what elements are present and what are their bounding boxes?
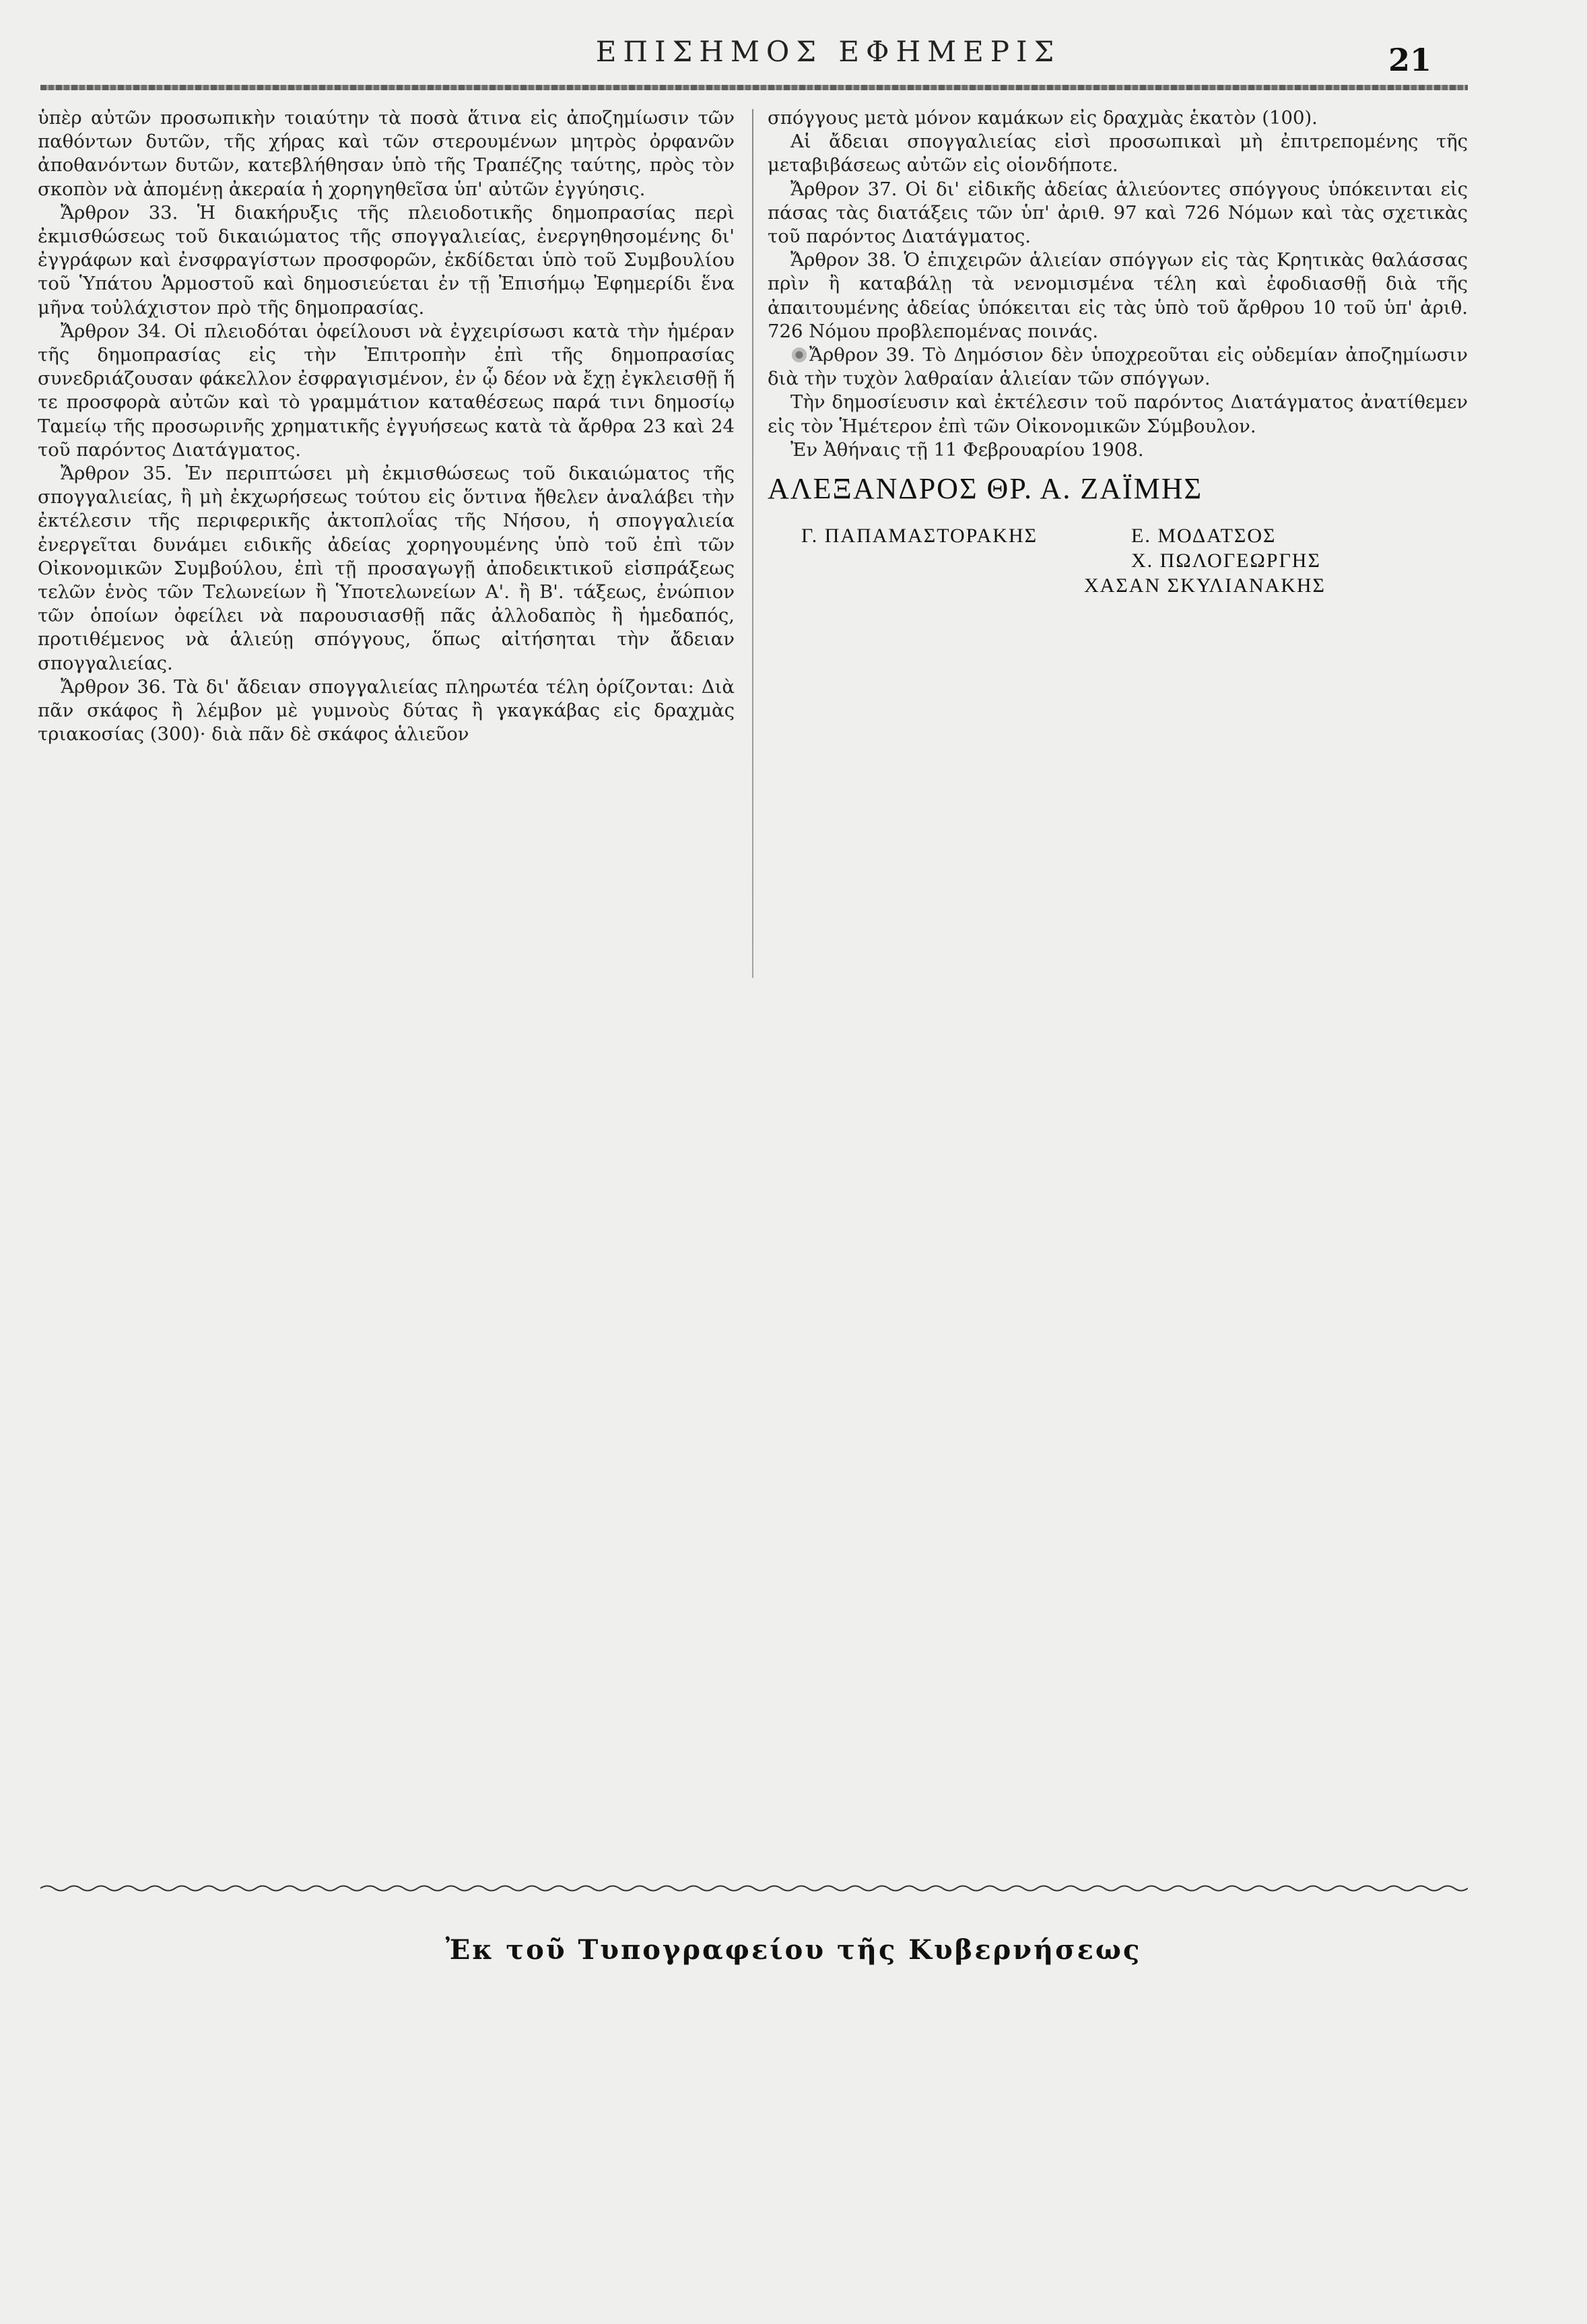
article-38: Ἄρθρον 38. Ὁ ἐπιχειρῶν ἁλιείαν σπόγγων εἰς τὰς Κρητικὰς θαλάσσας πρὶν ἢ καταβάλῃ τὰ νενομισμένα τέλη καὶ ἐφοδιασθῇ διὰ τῆς ἀπαιτουμένης ἀδείας ὑπόκειται εἰς τὰς ὑπὸ τοῦ ἄρθρου 10 τοῦ ὑπ' ἀριθ. 726 Νόμου προβλεπομένας ποινάς. [768, 249, 1468, 342]
stamp-icon [790, 346, 808, 364]
signatory: ΧΑΣΑΝ ΣΚΥΛΙΑΝΑΚΗΣ [1084, 574, 1326, 597]
paragraph: Τὴν δημοσίευσιν καὶ ἐκτέλεσιν τοῦ παρόντος Διατάγματος ἀνατίθεμεν εἰς τὸν Ἡμέτερον ἐπὶ τῶν Οἰκονομικῶν Σύμβουλον. [768, 391, 1468, 437]
printer-imprint: Ἐκ τοῦ Τυπογραφείου τῆς Κυβερνήσεως [445, 1934, 1142, 1966]
column-divider [752, 109, 753, 978]
article-34: Ἄρθρον 34. Οἱ πλειοδόται ὀφείλουσι νὰ ἐγχειρίσωσι κατὰ τὴν ἡμέραν τῆς δημοπρασίας εἰς τὴν Ἐπιτροπὴν ἐπὶ τῆς δημοπρασίας συνεδριάζουσαν φάκελλον ἐσφραγισμένον, ἐν ᾧ δέον νὰ ἔχῃ ἐγκλεισθῇ ἥ τε προσφορὰ αὐτῶν καὶ τὸ γραμμάτιον καταθέσεως παρά τινι δημοσίῳ Ταμείῳ τῆς προσωρινῆς χρηματικῆς ἐγγυήσεως κατὰ τὰ ἄρθρα 23 καὶ 24 τοῦ παρόντος Διατάγματος. [38, 320, 735, 461]
footer-rule [40, 1882, 1468, 1894]
left-column [38, 106, 735, 746]
article-36: Ἄρθρον 36. Τὰ δι' ἄδειαν σπογγαλιείας πληρωτέα τέλη ὁρίζονται: Διὰ πᾶν σκάφος ἢ λέμβον μὲ γυμνοὺς δύτας ἢ γκαγκάβας εἰς δραχμὰς τριακοσίας (300)· διὰ πᾶν δὲ σκάφος ἁλιεῦον [38, 675, 735, 745]
signatory: Γ. ΠΑΠΑΜΑΣΤΟΡΑΚΗΣ [801, 525, 1038, 547]
paragraph: ὑπὲρ αὐτῶν προσωπικὴν τοιαύτην τὰ ποσὰ ἅτινα εἰς ἀποζημίωσιν τῶν παθόντων δυτῶν, τῆς χήρας καὶ τῶν στερουμένων μητρὸς ὀρφανῶν ἀποθανόντων δυτῶν, κατεβλήθησαν ὑπὸ τῆς Τραπέζης ταύτης, πρὸς τὸν σκοπὸν νὰ ἀπομένῃ ἀκεραία ἡ χορηγηθεῖσα ὑπ' αὐτῶν ἐγγύησις. [38, 107, 735, 200]
signatory: Ε. ΜΟΔΑΤΣΟΣ [1131, 525, 1277, 547]
right-column [768, 106, 1468, 611]
header-rule [40, 85, 1468, 90]
article-35: Ἄρθρον 35. Ἐν περιπτώσει μὴ ἐκμισθώσεως τοῦ δικαιώματος τῆς σπογγαλιείας, ἢ μὴ ἐκχωρήσεως τούτου εἰς ὅντινα ἤθελεν ἀναλάβει τὴν ἐκτέλεσιν τῆς περιφερικῆς ἀκτοπλοΐας τῆς Νήσου, ἡ σπογγαλιεία ἐνεργεῖται δυνάμει ειδικῆς ἀδείας χορηγουμένης ὑπὸ τοῦ ἐπὶ τῶν Οἰκονομικῶν Συμβούλου, ἐπὶ τῇ προσαγωγῇ ἀποδεικτικοῦ εἰσπράξεως τελῶν ἑνὸς τῶν Τελωνείων ἢ Ὑποτελωνείων Α'. ἢ Β'. τάξεως, ἐνώπιον τῶν ὁποίων ὀφείλει νὰ παρουσιασθῇ πᾶς ἀλλοδαπὸς ἢ ἡμεδαπός, προτιθέμενος νὰ ἁλιεύῃ σπόγγους, ὅπως αἰτήσηται τὴν ἄδειαν σπογγαλιείας. [38, 463, 735, 674]
page-number: 21 [1388, 42, 1432, 78]
paragraph: Αἱ ἄδειαι σπογγαλιείας εἰσὶ προσωπικαὶ μὴ ἐπιτρεπομένης τῆς μεταβιβάσεως αὐτῶν εἰς οἱονδήποτε. [768, 131, 1468, 176]
high-commissioner-signature: ΑΛΕΞΑΝΔΡΟΣ ΘΡ. Α. ΖΑΪΜΗΣ [768, 472, 1203, 506]
signature-block [768, 472, 1468, 611]
article-33: Ἄρθρον 33. Ἡ διακήρυξις τῆς πλειοδοτικῆς δημοπρασίας περὶ ἐκμισθώσεως τοῦ δικαιώματος τῆς σπογγαλιείας, ἐνεργηθησομένης δι' ἐγγράφων καὶ ἐνσφραγίστων προσφορῶν, ἐκδίδεται ὑπὸ τοῦ Συμβουλίου τοῦ Ὑπάτου Ἁρμοστοῦ καὶ δημοσιεύεται ἐν τῇ Ἐπισήμῳ Ἐφημερίδι ἕνα μῆνα τοὐλάχιστον πρὸ τῆς δημοπρασίας. [38, 201, 735, 319]
signatory: Χ. ΠΩΛΟΓΕΩΡΓΗΣ [1131, 550, 1321, 572]
running-title: ΕΠΙΣΗΜΟΣ ΕΦΗΜΕΡΙΣ [595, 35, 1061, 68]
article-37: Ἄρθρον 37. Οἱ δι' εἰδικῆς ἀδείας ἁλιεύοντες σπόγγους ὑπόκεινται εἰς πάσας τὰς διατάξεις τῶν ὑπ' ἀριθ. 97 καὶ 726 Νόμων καὶ τὰς σχετικὰς τοῦ παρόντος Διατάγματος. [768, 178, 1468, 248]
paragraph: σπόγγους μετὰ μόνον καμάκων εἰς δραχμὰς ἑκατὸν (100). [768, 107, 1318, 129]
article-39 [768, 343, 1468, 391]
date-line: Ἐν Ἀθήναις τῇ 11 Φεβρουαρίου 1908. [790, 438, 1144, 461]
article-39-text: Ἄρθρον 39. Τὸ Δημόσιον δὲν ὑποχρεοῦται εἰς οὐδεμίαν ἀποζημίωσιν διὰ τὴν τυχὸν λαθραίαν ἁλιείαν τῶν σπόγγων. [768, 344, 1468, 390]
